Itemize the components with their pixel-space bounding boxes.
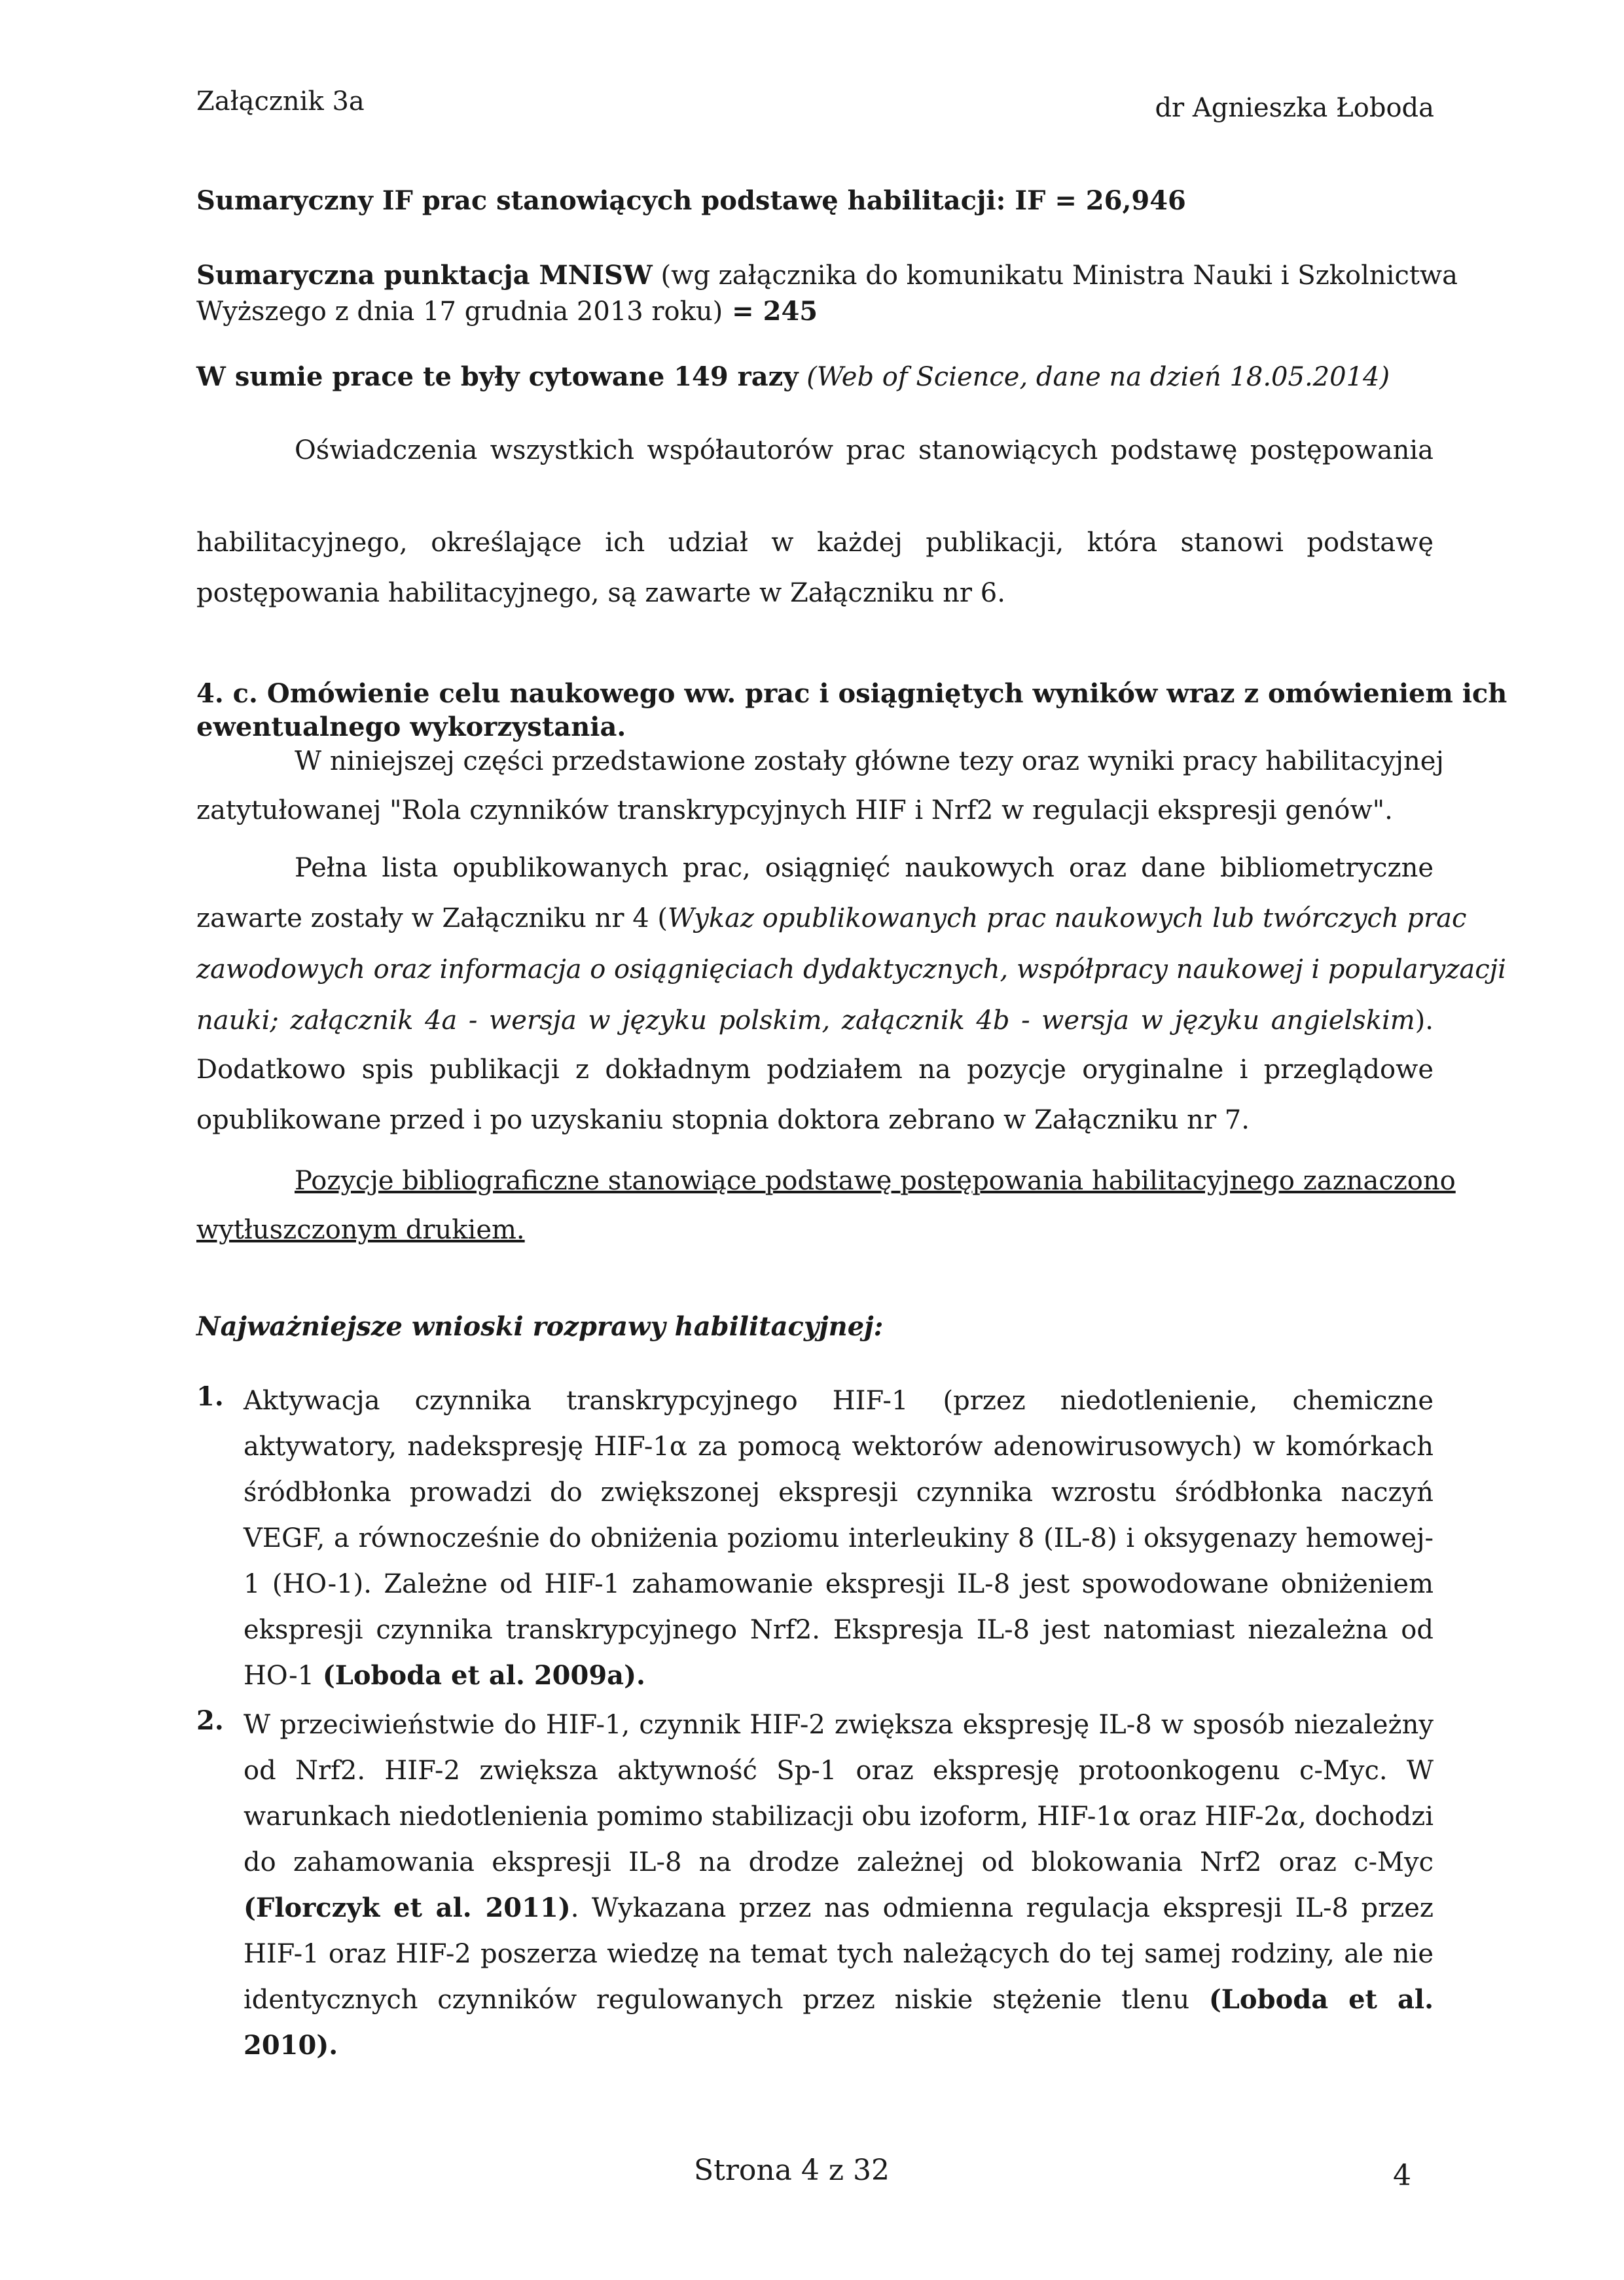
conclusions-heading: Najważniejsze wnioski rozprawy habilitacyjnej: [196, 1311, 884, 1342]
summary-if: Sumaryczny IF prac stanowiących podstawę habilitacji: IF = 26,946 [196, 185, 1186, 216]
intro-line-2: zatytułowanej "Rola czynników transkrypcyjnych HIF i Nrf2 w regulacji ekspresji genów". [196, 795, 1393, 825]
header-author: dr Agnieszka Łoboda [1155, 93, 1434, 123]
conclusion-2-number: 2. [196, 1705, 224, 1736]
summary-mnisw-line1 [196, 260, 1458, 291]
summary-citations-count: W sumie prace te były cytowane 149 razy [196, 361, 799, 392]
biblio-line-2-italic: Wykaz opublikowanych prac naukowych lub twórczych prac [668, 903, 1467, 933]
footer-page-number: 4 [1393, 2159, 1411, 2192]
conclusion-2-body: W przeciwieństwie do HIF-1, czynnik HIF-2 zwiększa ekspresję IL-8 w sposób niezależny od Nrf2. HIF-2 zwiększa aktywność Sp-1 oraz ekspresję protoonkogenu c-Myc. W warunkach niedotlenienia pomimo stabilizacji obu izoform, HIF-1α oraz HIF-2α, dochodzi do zahamowania ekspresji IL-8 na drodze zależnej od blokowania Nrf2 oraz c-Myc [244, 1710, 1434, 1877]
biblio-line-1: Pełna lista opublikowanych prac, osiągnięć naukowych oraz dane bibliometryczne [295, 853, 1434, 883]
summary-mnisw-value: = 245 [723, 296, 818, 327]
biblio-line-5: Dodatkowo spis publikacji z dokładnym podziałem na pozycje oryginalne i przeglądowe [196, 1055, 1434, 1085]
biblio-line-2 [196, 903, 1467, 933]
footer-page-label: Strona 4 z 32 [694, 2154, 890, 2187]
header-attachment-label: Załącznik 3a [196, 86, 365, 117]
summary-citations-source: (Web of Science, dane na dzień 18.05.2014) [798, 362, 1390, 392]
note-line-2: wytłuszczonym drukiem. [196, 1215, 525, 1245]
conclusion-1-body: Aktywacja czynnika transkrypcyjnego HIF-1 (przez niedotlenienie, chemiczne aktywatory, nadekspresję HIF-1α za pomocą wektorów adenowirusowych) w komórkach śródbłonka prowadzi do zwiększonej ekspresji czynnika wzrostu śródbłonka naczyń VEGF, a równocześnie do obniżenia poziomu interleukiny 8 (IL-8) i oksygenazy hemowej-1 (HO-1). Zależne od HIF-1 zahamowanie ekspresji IL-8 jest spowodowane obniżeniem ekspresji czynnika transkrypcyjnego Nrf2. Ekspresja IL-8 jest natomiast niezależna od HO-1 [244, 1386, 1434, 1691]
section-heading-line-1: 4. c. Omówienie celu naukowego ww. prac i osiągniętych wyników wraz z omówieniem ich [196, 678, 1507, 709]
biblio-line-2-plain: zawarte zostały w Załączniku nr 4 ( [196, 903, 668, 933]
statement-line-1: Oświadczenia wszystkich współautorów prac stanowiących podstawę postępowania [295, 435, 1434, 465]
conclusion-2-body-2: . Wykazana przez nas odmienna regulacja ekspresji IL-8 przez HIF-1 oraz HIF-2 poszerza wiedzę na temat tych należących do tej samej rodziny, ale nie identycznych czynników regulowanych przez niskie stężenie tlenu [244, 1893, 1434, 2015]
summary-mnisw-label: Sumaryczna punktacja MNISW [196, 260, 653, 291]
conclusion-2-citation-1: (Florczyk et al. 2011) [244, 1892, 571, 1923]
conclusion-1-citation: (Loboda et al. 2009a) [322, 1660, 637, 1691]
summary-mnisw-source-cont: Wyższego z dnia 17 grudnia 2013 roku) [196, 297, 723, 327]
section-heading-line-2: ewentualnego wykorzystania. [196, 712, 626, 742]
conclusion-2-text [244, 1702, 1434, 2069]
summary-citations [196, 361, 1434, 392]
biblio-line-6: opublikowane przed i po uzyskaniu stopnia doktora zebrano w Załączniku nr 7. [196, 1105, 1250, 1135]
conclusion-1-end: . [636, 1660, 645, 1691]
biblio-line-4 [196, 1005, 1434, 1036]
biblio-line-3: zawodowych oraz informacja o osiągnięciach dydaktycznych, współpracy naukowej i popularyzacji [196, 954, 1506, 985]
conclusion-2-end: . [329, 2030, 338, 2061]
statement-line-3: postępowania habilitacyjnego, są zawarte w Załączniku nr 6. [196, 578, 1005, 608]
biblio-line-4-italic: nauki; załącznik 4a - wersja w języku polskim, załącznik 4b - wersja w języku angielskim [196, 1005, 1415, 1036]
conclusion-1-number: 1. [196, 1381, 224, 1412]
conclusion-1-text [244, 1378, 1434, 1699]
biblio-line-4-end: ). [1415, 1005, 1434, 1036]
conclusion-2-citation-2: (Loboda et al. 2010) [244, 1984, 1434, 2061]
statement-line-2: habilitacyjnego, określające ich udział w każdej publikacji, która stanowi podstawę [196, 528, 1434, 558]
summary-mnisw-line2 [196, 296, 1434, 327]
summary-mnisw-source: (wg załącznika do komunikatu Ministra Nauki i Szkolnictwa [652, 261, 1458, 291]
note-line-1: Pozycje bibliograficzne stanowiące podstawę postępowania habilitacyjnego zaznaczono [295, 1166, 1456, 1196]
intro-line-1: W niniejszej części przedstawione zostały główne tezy oraz wyniki pracy habilitacyjnej [295, 746, 1444, 776]
